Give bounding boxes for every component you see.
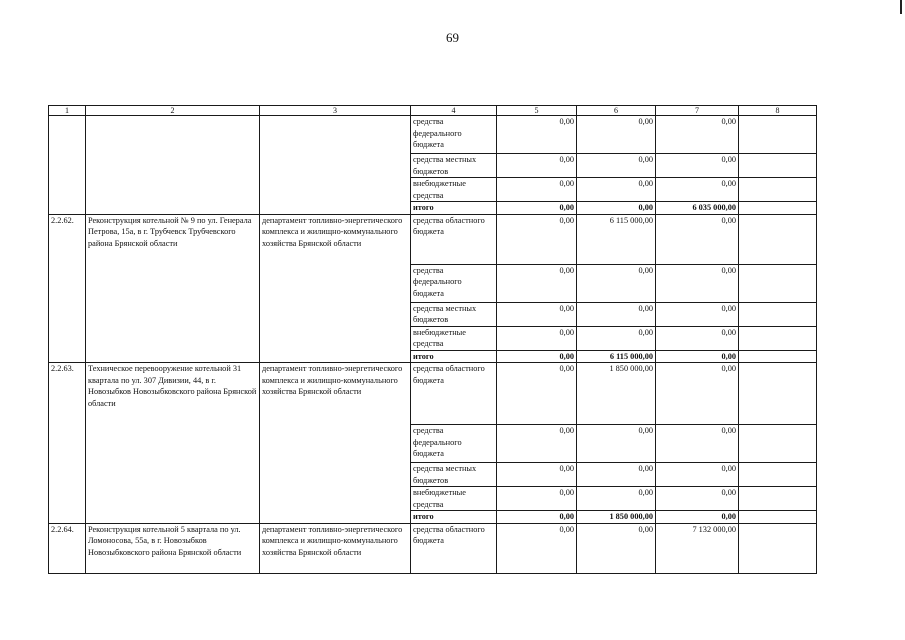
value-col5: 0,00 [497,302,577,326]
column-header: 4 [411,106,497,116]
funding-source: итого [411,350,497,363]
value-col5: 0,00 [497,326,577,350]
item-executor: департамент топливно-энергетического комплекса и жилищно-коммунального хозяйства Брянской области [260,214,411,363]
item-code: 2.2.63. [49,363,86,524]
funding-source: средства местных бюджетов [411,302,497,326]
value-col7: 0,00 [656,487,739,511]
value-col6: 1 850 000,00 [577,363,656,425]
value-col7: 0,00 [656,154,739,178]
value-col6: 0,00 [577,264,656,302]
column-header: 6 [577,106,656,116]
value-col5: 0,00 [497,214,577,264]
value-col7: 0,00 [656,326,739,350]
value-col5: 0,00 [497,463,577,487]
column-number-row [49,106,817,116]
page-number: 69 [446,30,459,45]
column-header: 8 [739,106,817,116]
value-col8 [739,463,817,487]
funding-source: итого [411,511,497,524]
value-col7: 7 132 000,00 [656,523,739,573]
column-header: 7 [656,106,739,116]
value-col7: 0,00 [656,214,739,264]
column-header: 3 [260,106,411,116]
value-col6: 0,00 [577,154,656,178]
item-name-cell [86,116,260,215]
value-col5: 0,00 [497,202,577,215]
funding-source: итого [411,202,497,215]
funding-source: средства федерального бюджета [411,425,497,463]
value-col7: 0,00 [656,302,739,326]
table-row [49,363,817,425]
scan-edge-mark [900,0,902,14]
funding-source: внебюджетные средства [411,326,497,350]
column-header: 1 [49,106,86,116]
item-executor: департамент топливно-энергетического комплекса и жилищно-коммунального хозяйства Брянской области [260,523,411,573]
value-col8 [739,511,817,524]
funding-source: средства федерального бюджета [411,264,497,302]
value-col6: 0,00 [577,523,656,573]
value-col5: 0,00 [497,116,577,154]
value-col5: 0,00 [497,523,577,573]
value-col7: 0,00 [656,116,739,154]
value-col8 [739,425,817,463]
item-executor: департамент топливно-энергетического комплекса и жилищно-коммунального хозяйства Брянской области [260,363,411,524]
item-code: 2.2.62. [49,214,86,363]
column-header: 5 [497,106,577,116]
funding-source: средства местных бюджетов [411,463,497,487]
item-name: Техническое перевооружение котельной 31 квартала по ул. 307 Дивизии, 44, в г. Новозыбков Новозыбковского района Брянской области [86,363,260,524]
value-col6: 0,00 [577,487,656,511]
value-col8 [739,326,817,350]
value-col5: 0,00 [497,363,577,425]
value-col7: 6 035 000,00 [656,202,739,215]
value-col6: 0,00 [577,425,656,463]
value-col7: 0,00 [656,511,739,524]
item-executor-cell [260,116,411,215]
funding-source: средства областного бюджета [411,523,497,573]
value-col8 [739,487,817,511]
value-col7: 0,00 [656,178,739,202]
value-col6: 6 115 000,00 [577,214,656,264]
value-col5: 0,00 [497,154,577,178]
value-col5: 0,00 [497,178,577,202]
value-col6: 6 115 000,00 [577,350,656,363]
funding-source: средства областного бюджета [411,214,497,264]
value-col6: 0,00 [577,202,656,215]
value-col5: 0,00 [497,487,577,511]
value-col8 [739,264,817,302]
item-name: Реконструкция котельной № 9 по ул. Генерала Петрова, 15а, в г. Трубчевск Трубчевского района Брянской области [86,214,260,363]
value-col6: 0,00 [577,326,656,350]
value-col7: 0,00 [656,264,739,302]
value-col8 [739,154,817,178]
value-col6: 0,00 [577,302,656,326]
table-row [49,523,817,573]
value-col6: 1 850 000,00 [577,511,656,524]
value-col7: 0,00 [656,425,739,463]
value-col8 [739,350,817,363]
funding-source: средства областного бюджета [411,363,497,425]
value-col7: 0,00 [656,363,739,425]
value-col5: 0,00 [497,350,577,363]
value-col5: 0,00 [497,264,577,302]
value-col8 [739,178,817,202]
budget-table [48,105,817,574]
table-row [49,116,817,154]
value-col6: 0,00 [577,116,656,154]
column-header: 2 [86,106,260,116]
table-row [49,214,817,264]
funding-source: средства федерального бюджета [411,116,497,154]
value-col8 [739,214,817,264]
funding-source: внебюджетные средства [411,178,497,202]
item-code: 2.2.64. [49,523,86,573]
funding-source: средства местных бюджетов [411,154,497,178]
value-col5: 0,00 [497,511,577,524]
value-col8 [739,116,817,154]
value-col6: 0,00 [577,178,656,202]
value-col6: 0,00 [577,463,656,487]
item-code-cell [49,116,86,215]
funding-source: внебюджетные средства [411,487,497,511]
value-col7: 0,00 [656,463,739,487]
item-name: Реконструкция котельной 5 квартала по ул. Ломоносова, 55а, в г. Новозыбков Новозыбковского района Брянской области [86,523,260,573]
value-col5: 0,00 [497,425,577,463]
value-col8 [739,302,817,326]
value-col8 [739,202,817,215]
value-col7: 0,00 [656,350,739,363]
value-col8 [739,523,817,573]
value-col8 [739,363,817,425]
